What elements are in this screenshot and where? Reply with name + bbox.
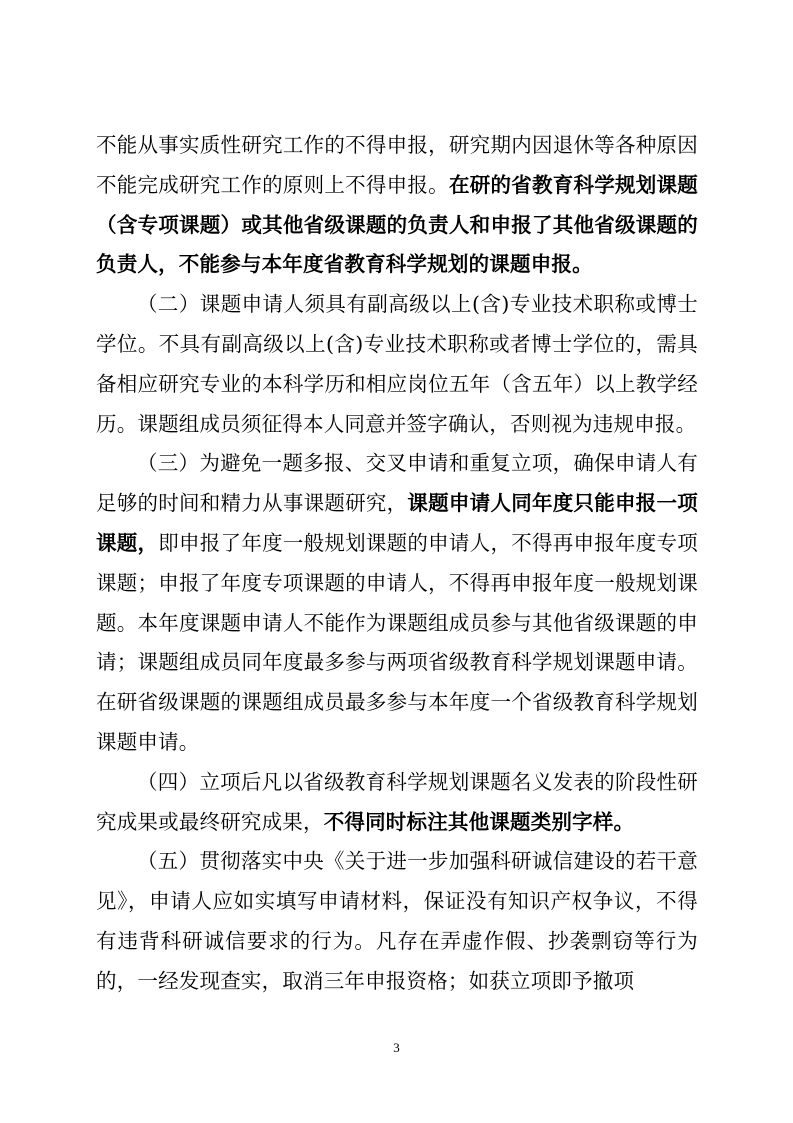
paragraph-2	[96, 285, 698, 444]
paragraph-5-text: （五）贯彻落实中央《关于进一步加强科研诚信建设的若干意见》，申请人应如实填写申请材料，保证没有知识产权争议，不得有违背科研诚信要求的行为。凡存在弄虚作假、抄袭剽窃等行为的，一经发现查实，取消三年申报资格；如获立项即予撤项	[96, 849, 698, 993]
body-text	[96, 126, 698, 1002]
paragraph-4-text: （四）立项后凡以省级教育科学规划课题名义发表的阶段性研究成果或最终研究成果，	[96, 769, 698, 834]
paragraph-3-bold-text: 课题申请人同年度只能申报一项课题，	[96, 491, 698, 555]
paragraph-1	[96, 126, 698, 285]
paragraph-3-text-a: （三）为避免一题多报、交叉申请和重复立项，确保申请人有足够的时间和精力从事课题研究，	[96, 451, 698, 516]
paragraph-4-bold-text: 不得同时标注其他课题类别字样。	[323, 809, 635, 834]
paragraph-4	[96, 763, 698, 843]
paragraph-3-text-b: 即申报了年度一般规划课题的申请人，不得再申报年度专项课题；申报了年度专项课题的申请人，不得再申报年度一般规划课题。本年度课题申请人不能作为课题组成员参与其他省级课题的申请；课题组成员同年度最多参与两项省级教育科学规划课题申请。在研省级课题的课题组成员最多参与本年度一个省级教育科学规划课题申请。	[96, 530, 698, 754]
paragraph-2-text: （二）课题申请人须具有副高级以上(含)专业技术职称或博士学位。不具有副高级以上(含)专业技术职称或者博士学位的，需具备相应研究专业的本科学历和相应岗位五年（含五年）以上教学经历。课题组成员须征得本人同意并签字确认，否则视为违规申报。	[96, 292, 698, 436]
paragraph-1-bold-text: 在研的省教育科学规划课题（含专项课题）或其他省级课题的负责人和申报了其他省级课题的负责人，不能参与本年度省教育科学规划的课题申报。	[96, 172, 698, 277]
paragraph-1-text: 不能从事实质性研究工作的不得申报，研究期内因退休等各种原因不能完成研究工作的原则上不得申报。	[96, 133, 698, 197]
page-number: 3	[393, 1040, 400, 1055]
paragraph-3	[96, 444, 698, 762]
paragraph-5	[96, 842, 698, 1001]
